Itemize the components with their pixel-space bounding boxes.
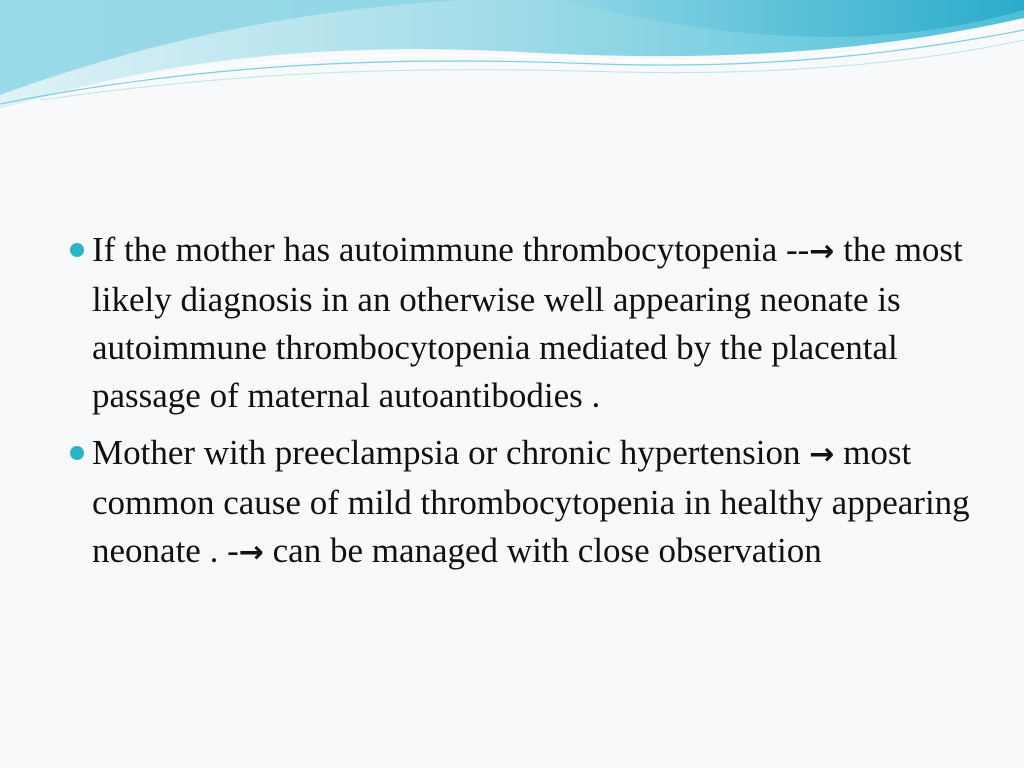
header-wave-decoration: [0, 0, 1024, 130]
right-arrow-icon: →: [809, 234, 835, 269]
bullet-item: [62, 226, 982, 420]
bullet-list: [62, 226, 982, 577]
bullet-dot-icon: [70, 446, 84, 460]
bullet-item: [62, 429, 982, 577]
right-arrow-icon: →: [238, 535, 264, 570]
right-arrow-icon: →: [809, 437, 835, 472]
bullet-text: If the mother has autoimmune thrombocytopenia --: [92, 230, 810, 269]
bullet-text: Mother with preeclampsia or chronic hypertension: [92, 433, 810, 472]
bullet-dot-icon: [70, 243, 84, 257]
bullet-text: most common cause of mild thrombocytopenia in healthy appearing neonate . -: [92, 433, 970, 570]
bullet-text: can be managed with close observation: [263, 531, 822, 570]
bullet-text: the most likely diagnosis in an otherwise well appearing neonate is autoimmune thrombocytopenia mediated by the placental passage of maternal autoantibodies .: [92, 230, 963, 415]
content-area: [62, 226, 982, 586]
